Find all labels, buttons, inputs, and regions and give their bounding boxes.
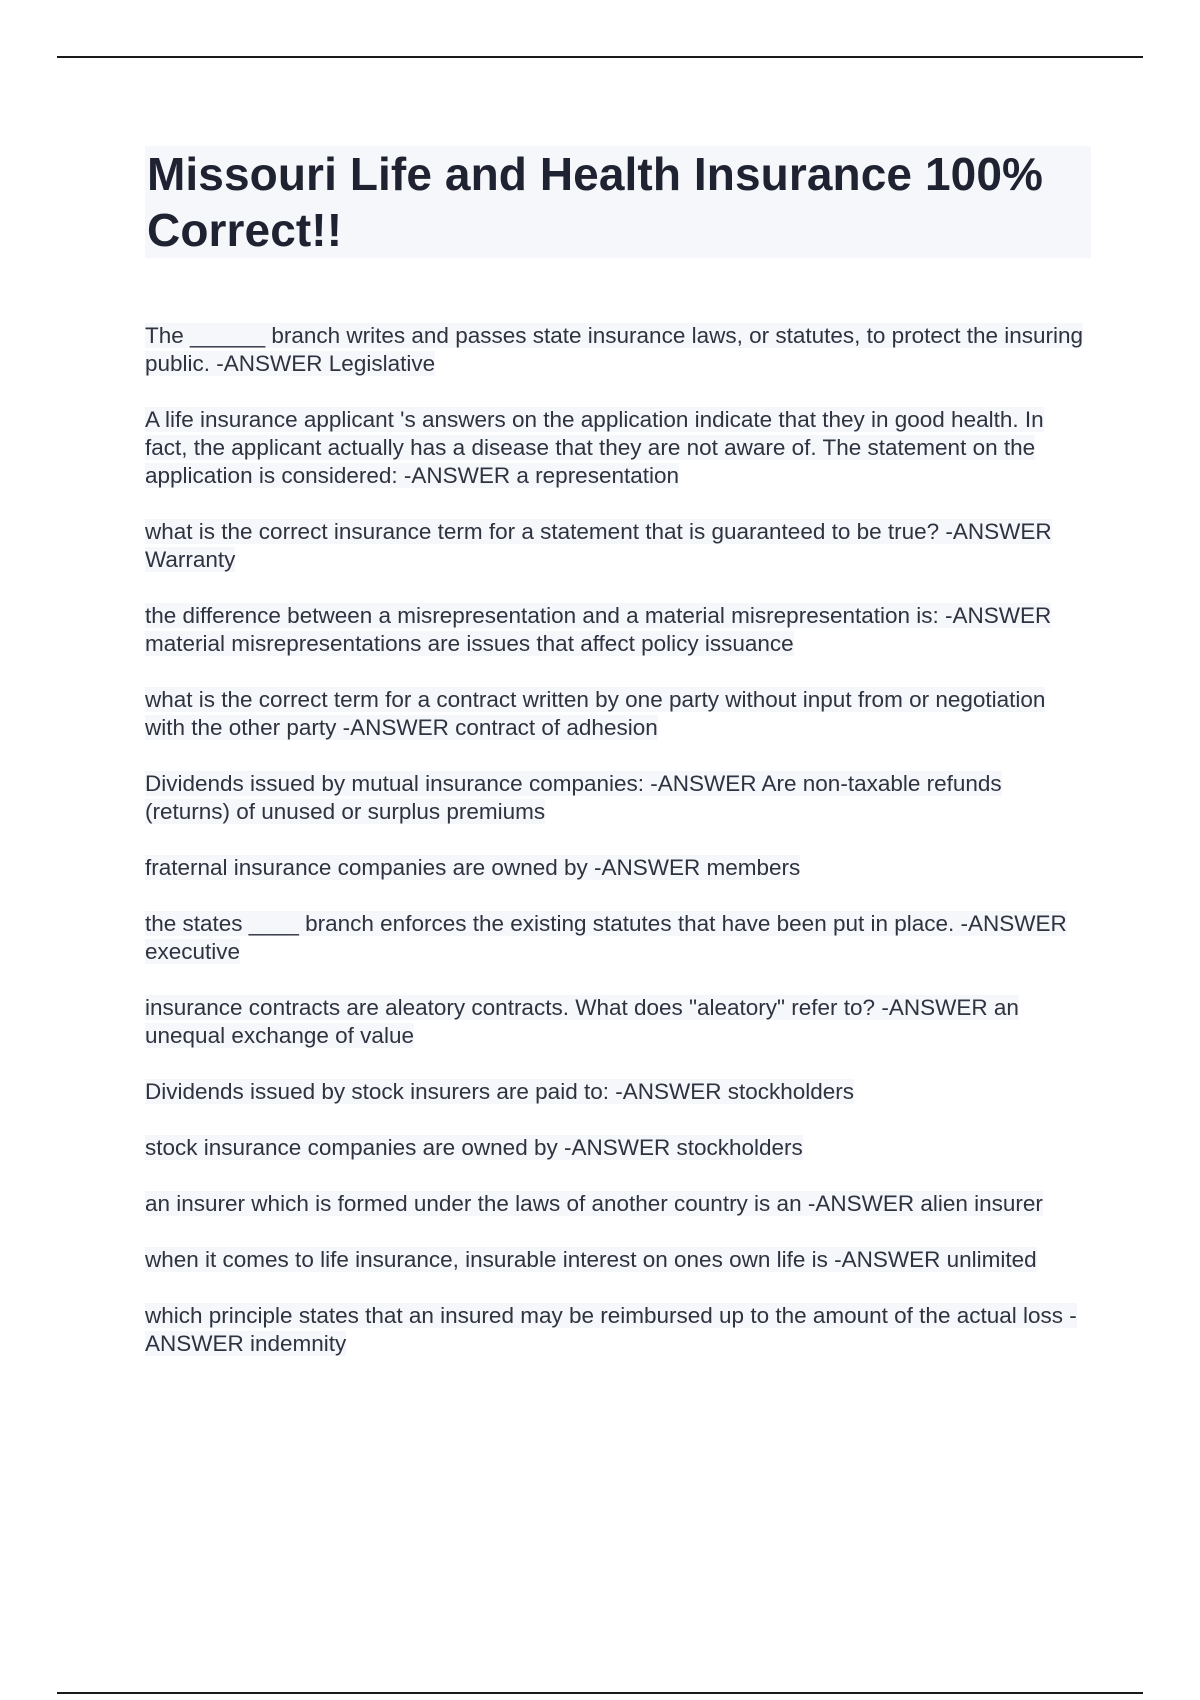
qa-entry [145, 406, 1091, 490]
qa-entry-text: which principle states that an insured may be reimbursed up to the amount of the actual loss -ANSWER indemnity [145, 1303, 1077, 1356]
qa-entry-text: what is the correct term for a contract written by one party without input from or negotiation with the other party -ANSWER contract of adhesion [145, 687, 1046, 740]
document-body [145, 146, 1091, 1386]
qa-entry-text: when it comes to life insurance, insurable interest on ones own life is -ANSWER unlimited [145, 1247, 1037, 1272]
qa-entry-text: an insurer which is formed under the laws of another country is an -ANSWER alien insurer [145, 1191, 1043, 1216]
qa-entry [145, 994, 1091, 1050]
qa-entry [145, 1134, 1091, 1162]
qa-entry-text: insurance contracts are aleatory contracts. What does "aleatory" refer to? -ANSWER an unequal exchange of value [145, 995, 1019, 1048]
qa-entry [145, 854, 1091, 882]
qa-entry [145, 1302, 1091, 1358]
qa-entry [145, 1246, 1091, 1274]
qa-entry [145, 1190, 1091, 1218]
qa-entry-text: fraternal insurance companies are owned by -ANSWER members [145, 855, 801, 880]
qa-entry [145, 518, 1091, 574]
qa-entry-text: Dividends issued by mutual insurance companies: -ANSWER Are non-taxable refunds (returns) of unused or surplus premiums [145, 771, 1002, 824]
qa-entry [145, 1078, 1091, 1106]
bottom-divider [57, 1692, 1143, 1694]
document-title: Missouri Life and Health Insurance 100% Correct!! [145, 146, 1091, 258]
qa-entry-text: stock insurance companies are owned by -ANSWER stockholders [145, 1135, 803, 1160]
top-divider [57, 56, 1143, 58]
qa-entry-text: the difference between a misrepresentation and a material misrepresentation is: -ANSWER material misrepresentations are issues that affect policy issuance [145, 603, 1052, 656]
qa-entry-text: The ______ branch writes and passes state insurance laws, or statutes, to protect the insuring public. -ANSWER Legislative [145, 323, 1084, 376]
qa-entry [145, 322, 1091, 378]
qa-entry-text: what is the correct insurance term for a statement that is guaranteed to be true? -ANSWER Warranty [145, 519, 1052, 572]
qa-entry [145, 770, 1091, 826]
qa-entry [145, 910, 1091, 966]
qa-entry-text: the states ____ branch enforces the existing statutes that have been put in place. -ANSWER executive [145, 911, 1067, 964]
qa-entry-text: Dividends issued by stock insurers are paid to: -ANSWER stockholders [145, 1079, 855, 1104]
qa-entry [145, 686, 1091, 742]
qa-entry [145, 602, 1091, 658]
qa-entry-text: A life insurance applicant 's answers on the application indicate that they in good health. In fact, the applicant actually has a disease that they are not aware of. The statement on the application is considered: -ANSWER a representation [145, 407, 1044, 488]
